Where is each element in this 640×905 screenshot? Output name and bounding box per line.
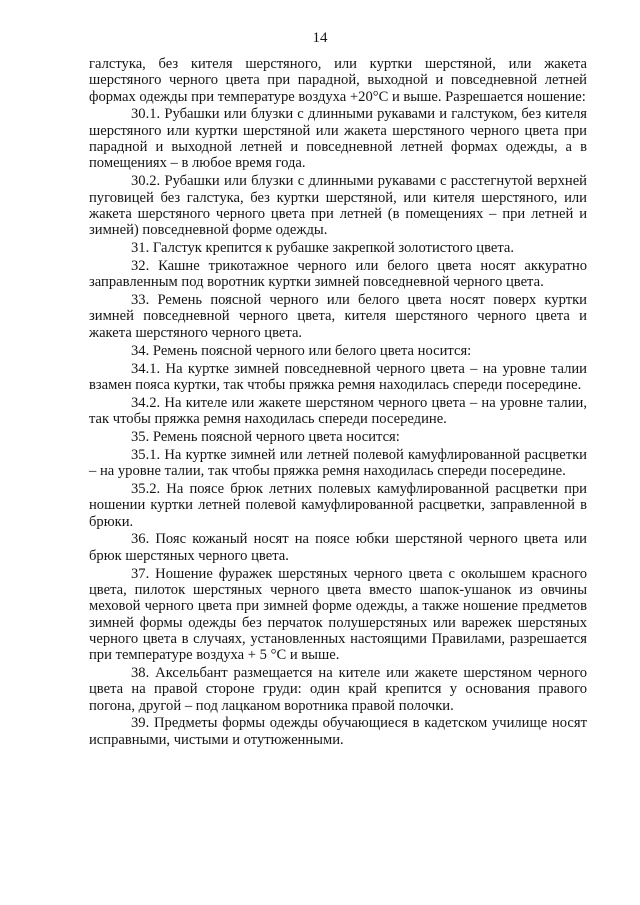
paragraph-35: 35. Ремень поясной черного цвета носится: bbox=[131, 428, 400, 445]
paragraph-35-2: 35.2. На поясе брюк летних полевых камуфлированной расцветки при ношении куртки летней полевой камуфлированной расцветки, заправленной в брюки. bbox=[89, 480, 587, 530]
paragraph-continuation: галстука, без кителя шерстяного, или куртки шерстяной, или жакета шерстяного черного цвета при парадной, выходной и повседневной летней формах одежды при температуре воздуха +20°С и выше. Разрешается ношение: bbox=[89, 56, 587, 105]
page-number: 14 bbox=[312, 30, 328, 46]
paragraph-38: 38. Аксельбант размещается на кителе или жакете шерстяном черного цвета на правой стороне груди: один край крепится у основания правого погона, другой – под лацканом воротника правой полочки. bbox=[89, 665, 587, 714]
paragraph-30-1: 30.1. Рубашки или блузки с длинными рукавами и галстуком, без кителя шерстяного или куртки шерстяной или жакета шерстяного черного цвета при парадной и выходной летней и повседневной летней формах одежды, а в помещениях – в любое время года. bbox=[89, 106, 587, 172]
paragraph-39: 39. Предметы формы одежды обучающиеся в кадетском училище носят исправными, чистыми и отутюженными. bbox=[89, 715, 587, 748]
paragraph-31: 31. Галстук крепится к рубашке закрепкой золотистого цвета. bbox=[131, 240, 515, 257]
paragraph-35-1: 35.1. На куртке зимней или летней полевой камуфлированной расцветки – на уровне талии, так чтобы пряжка ремня находилась спереди посередине. bbox=[89, 446, 587, 480]
paragraph-34-2: 34.2. На кителе или жакете шерстяном черного цвета – на уровне талии, так чтобы пряжка ремня находилась спереди посередине. bbox=[89, 394, 587, 427]
paragraph-32: 32. Кашне трикотажное черного или белого цвета носят аккуратно заправленным под воротник куртки зимней повседневной черного цвета. bbox=[89, 257, 587, 291]
paragraph-37: 37. Ношение фуражек шерстяных черного цвета с околышем красного цвета, пилоток шерстяных черного цвета вместо шапок-ушанок из овчины меховой черного цвета при зимней форме одежды, а также ношение предметов зимней формы одежды без перчаток полушерстяных или варежек шерстяных черного цвета в случаях, установленных настоящими Правилами, разрешается при температуре воздуха + 5 °С и выше. bbox=[89, 565, 587, 664]
paragraph-30-2: 30.2. Рубашки или блузки с длинными рукавами с расстегнутой верхней пуговицей без галстука, без куртки шерстяной, или кителя шерстяного, или жакета шерстяного черного цвета при летней (в помещениях – при летней и зимней) повседневной форме одежды. bbox=[89, 173, 587, 239]
paragraph-33: 33. Ремень поясной черного или белого цвета носят поверх куртки зимней повседневной черного цвета, кителя шерстяного черного цвета и жакета шерстяного черного цвета. bbox=[89, 292, 587, 341]
paragraph-34: 34. Ремень поясной черного или белого цвета носится: bbox=[131, 342, 472, 359]
paragraph-34-1: 34.1. На куртке зимней повседневной черного цвета – на уровне талии взамен пояса куртки, так чтобы пряжка ремня находилась спереди посередине. bbox=[89, 360, 587, 393]
paragraph-36: 36. Пояс кожаный носят на поясе юбки шерстяной черного цвета или брюк шерстяных черного цвета. bbox=[89, 531, 587, 564]
document-body bbox=[89, 56, 587, 750]
